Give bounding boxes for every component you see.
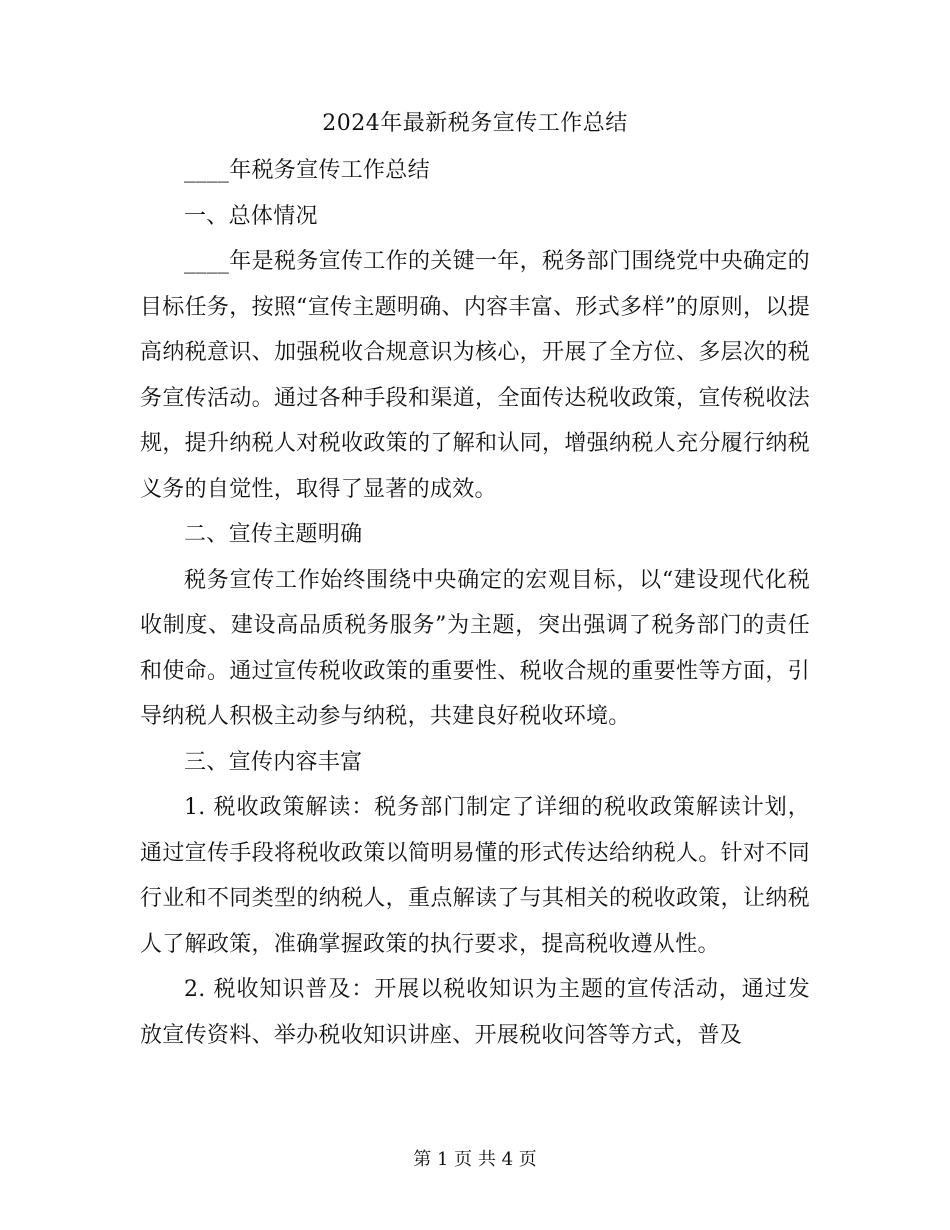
paragraph-knowledge-popularization: 2. 税收知识普及：开展以税收知识为主题的宣传活动，通过发放宣传资料、举办税收知识讲座、开展税收问答等方式，普及 [140, 977, 810, 1048]
document-body [140, 102, 810, 1058]
section-heading-overview: 一、总体情况 [184, 203, 318, 229]
section-heading-theme: 二、宣传主题明确 [184, 522, 363, 547]
page-number-footer: 第 1 页 共 4 页 [413, 1149, 537, 1170]
document-title: 2024年最新税务宣传工作总结 [322, 111, 628, 136]
paragraph-overview: ____年是税务宣传工作的关键一年，税务部门围绕党中央确定的目标任务，按照“宣传主题明确、内容丰富、形式多样”的原则，以提高纳税意识、加强税收合规意识为核心，开展了全方位、多层次的税务宣传活动。通过各种手段和渠道，全面传达税收政策，宣传税收法规，提升纳税人对税收政策的了解和认同，增强纳税人充分履行纳税义务的自觉性，取得了显著的成效。 [140, 249, 810, 502]
subtitle-line: ____年税务宣传工作总结 [184, 158, 430, 183]
paragraph-policy-interpretation: 1. 税收政策解读：税务部门制定了详细的税收政策解读计划，通过宣传手段将税收政策以简明易懂的形式传达给纳税人。针对不同行业和不同类型的纳税人，重点解读了与其相关的税收政策，让纳税人了解政策，准确掌握政策的执行要求，提高税收遵从性。 [140, 795, 810, 957]
section-heading-content: 三、宣传内容丰富 [184, 749, 363, 775]
paragraph-theme: 税务宣传工作始终围绕中央确定的宏观目标，以“建设现代化税收制度、建设高品质税务服务”为主题，突出强调了税务部门的责任和使命。通过宣传税收政策的重要性、税收合规的重要性等方面，引导纳税人积极主动参与纳税，共建良好税收环境。 [140, 567, 810, 729]
